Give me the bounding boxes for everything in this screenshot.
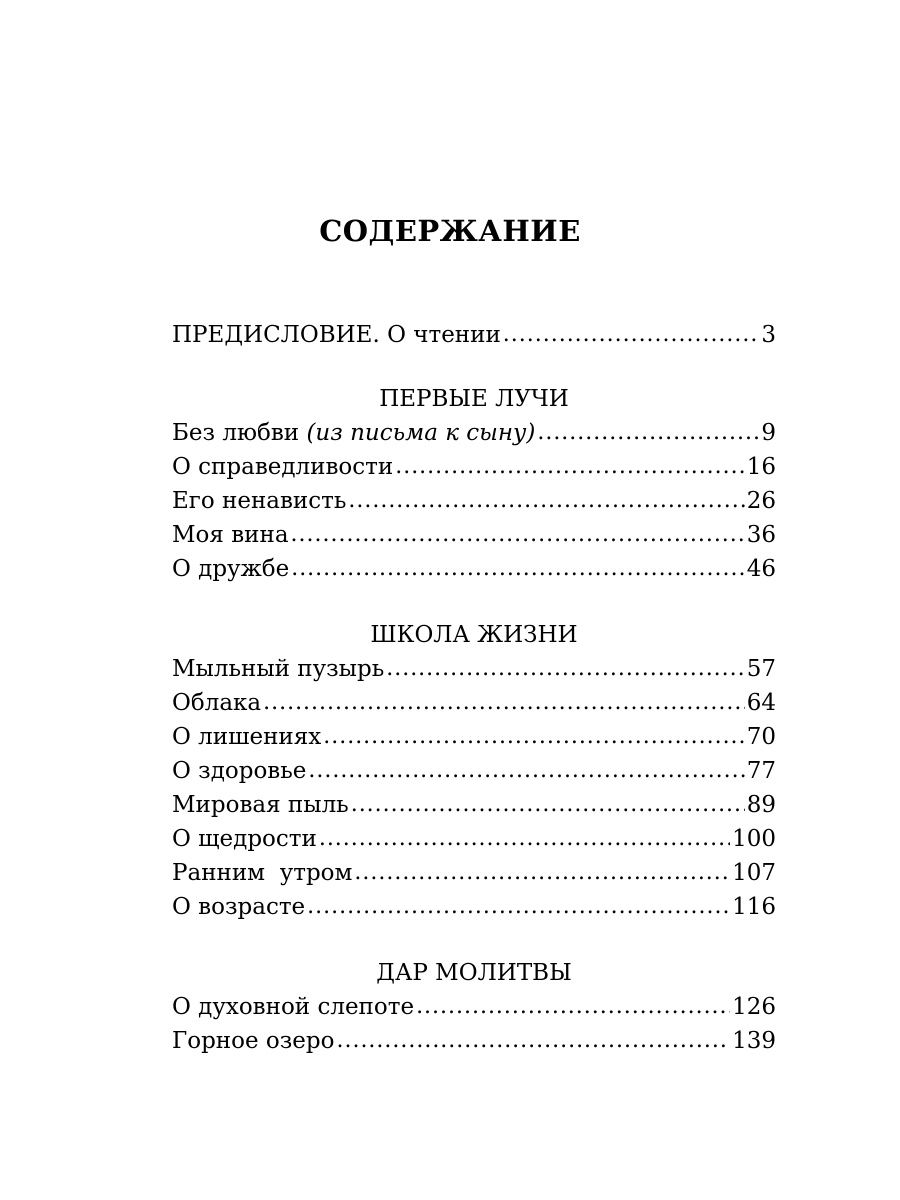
dot-leader: [386, 651, 744, 686]
toc-entry[interactable]: [172, 652, 776, 686]
toc-page-number: 107: [732, 860, 776, 886]
toc-page-number: 139: [732, 1028, 776, 1054]
toc-page-number: 100: [732, 826, 776, 852]
toc-entry[interactable]: [172, 856, 776, 890]
dot-leader: [319, 821, 730, 856]
toc-page-number: 36: [746, 522, 776, 548]
dot-leader: [354, 855, 730, 890]
toc-page-number: 116: [732, 894, 776, 920]
dot-leader: [263, 685, 745, 720]
toc-page-number: 3: [761, 322, 776, 348]
dot-leader: [307, 889, 730, 924]
dot-leader: [291, 517, 745, 552]
toc-entry[interactable]: [172, 552, 776, 586]
dot-leader: [503, 317, 760, 352]
toc-entry[interactable]: [172, 720, 776, 754]
toc-page-number: 9: [761, 420, 776, 446]
toc-entry[interactable]: [172, 1024, 776, 1058]
section-heading: ПЕРВЫЕ ЛУЧИ: [379, 386, 569, 412]
toc-entry-label: О духовной слепоте: [172, 994, 415, 1020]
toc-entry[interactable]: [172, 518, 776, 552]
toc-entry-label: Его ненависть: [172, 488, 347, 514]
toc-page-number: 70: [746, 724, 776, 750]
toc-entry-label: Горное озеро: [172, 1028, 335, 1054]
toc-entry[interactable]: [172, 890, 776, 924]
toc-entry-label: Мыльный пузырь: [172, 656, 385, 682]
toc-entry[interactable]: [172, 754, 776, 788]
dot-leader: [395, 449, 745, 484]
toc-entry-label: Облака: [172, 690, 262, 716]
toc-page-number: 64: [746, 690, 776, 716]
dot-leader: [351, 787, 745, 822]
toc-page-number: 77: [746, 758, 776, 784]
toc-entry-label: ПРЕДИСЛОВИЕ. О чтении: [172, 322, 501, 348]
toc-page-number: 26: [746, 488, 776, 514]
toc-page-number: 57: [746, 656, 776, 682]
dot-leader: [323, 719, 744, 754]
toc-page-number: 16: [746, 454, 776, 480]
toc-entry[interactable]: [172, 990, 776, 1024]
page-title: СОДЕРЖАНИЕ: [319, 214, 581, 248]
dot-leader: [336, 1023, 730, 1058]
section-heading: ДАР МОЛИТВЫ: [376, 960, 572, 986]
table-of-contents: [172, 318, 776, 1058]
toc-entry[interactable]: [172, 416, 776, 450]
toc-page-number: 126: [732, 994, 776, 1020]
dot-leader: [308, 753, 744, 788]
toc-entry-label: О здоровье: [172, 758, 307, 784]
toc-entry[interactable]: [172, 484, 776, 518]
toc-entry-preface[interactable]: [172, 318, 776, 352]
toc-entry-label: О щедрости: [172, 826, 317, 852]
toc-entry[interactable]: [172, 450, 776, 484]
toc-entry[interactable]: [172, 788, 776, 822]
toc-entry-label: О возрасте: [172, 894, 306, 920]
toc-entry-label: Моя вина: [172, 522, 289, 548]
toc-entry-label: О справедливости: [172, 454, 394, 480]
toc-entry-label: Мировая пыль: [172, 792, 349, 818]
toc-entry-label: О дружбе: [172, 556, 290, 582]
toc-entry[interactable]: [172, 686, 776, 720]
section-heading: ШКОЛА ЖИЗНИ: [370, 622, 578, 648]
toc-entry-note: (из письма к сыну): [306, 420, 536, 446]
toc-entry-label: О лишениях: [172, 724, 322, 750]
dot-leader: [291, 551, 745, 586]
toc-entry-label: Ранним утром: [172, 860, 353, 886]
dot-leader: [416, 989, 730, 1024]
dot-leader: [348, 483, 744, 518]
toc-page-number: 46: [746, 556, 776, 582]
toc-entry-label: Без любви (из письма к сыну): [172, 420, 536, 446]
toc-entry[interactable]: [172, 822, 776, 856]
toc-page-number: 89: [746, 792, 776, 818]
dot-leader: [537, 415, 759, 450]
